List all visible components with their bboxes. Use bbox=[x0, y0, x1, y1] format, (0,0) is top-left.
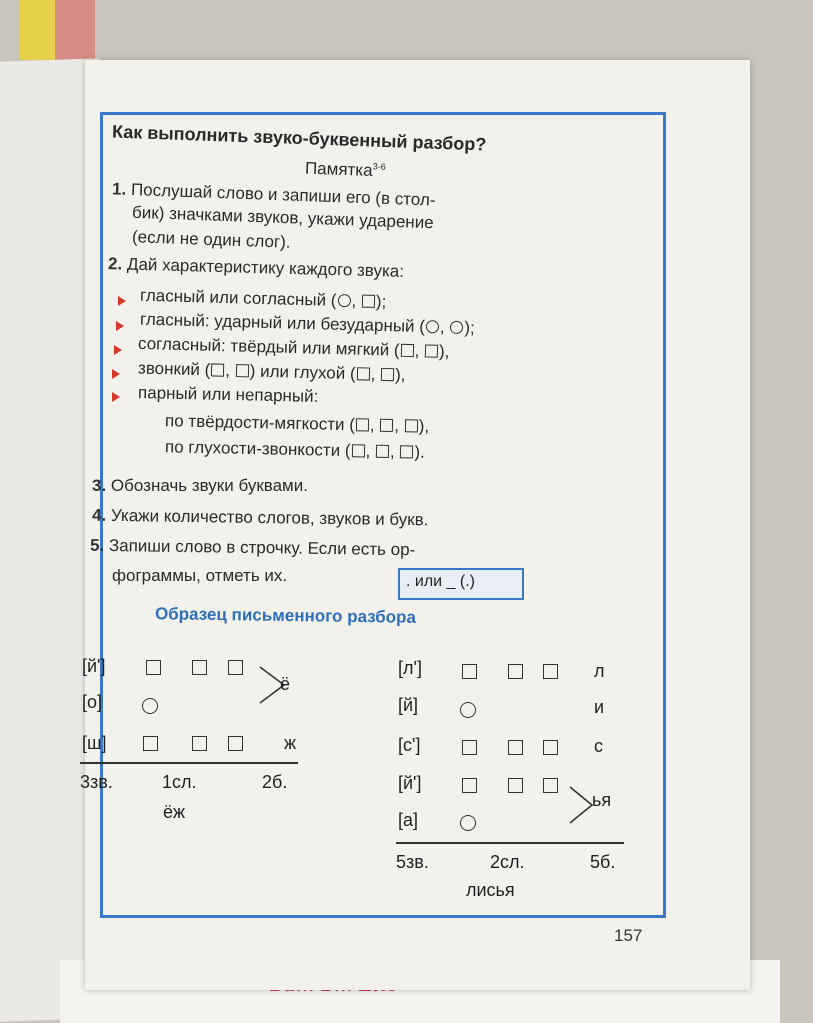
unpaired-icon bbox=[228, 660, 243, 675]
ex2-word: лисья bbox=[466, 880, 515, 900]
ex2-sound-5: [а] bbox=[398, 810, 419, 830]
ex2-letter-2: и bbox=[594, 697, 605, 717]
hard-paired-icon bbox=[192, 736, 207, 751]
stressed-vowel-icon bbox=[142, 698, 158, 714]
ex1-word: ёж bbox=[163, 802, 186, 822]
soft-paired-icon bbox=[508, 778, 523, 793]
soft-paired-icon bbox=[192, 660, 207, 675]
ex2-letters-total: 5б. bbox=[590, 852, 616, 872]
bullet-marker-icon bbox=[112, 369, 120, 379]
ex1-sounds-total: 3зв. bbox=[80, 772, 113, 792]
bullet-marker-icon bbox=[114, 345, 122, 355]
step-2: 2. Дай характеристику каждого звука: bbox=[107, 254, 405, 281]
soft-voiced-icon bbox=[462, 664, 477, 679]
ex2-divider bbox=[396, 842, 624, 844]
ex2-merged-letter: ья bbox=[592, 790, 612, 810]
bullet-4: звонкий ( , ) или глухой ( , ), bbox=[137, 358, 406, 385]
ex1-letter-3: ж bbox=[284, 733, 297, 753]
ex1-divider bbox=[80, 762, 298, 764]
hard-consonant-icon bbox=[143, 736, 158, 751]
ex1-sound-2: [о] bbox=[82, 692, 103, 712]
ex2-sounds-total: 5зв. bbox=[396, 852, 429, 872]
unpaired-icon bbox=[543, 778, 558, 793]
ex2-letter-3: с bbox=[594, 736, 603, 756]
ex1-sound-3: [ш] bbox=[82, 733, 107, 753]
page-title: Как выполнить звуко-буквенный разбор? bbox=[111, 121, 487, 155]
bullet-3: согласный: твёрдый или мягкий ( , ), bbox=[137, 333, 450, 362]
ex2-syllables-total: 2сл. bbox=[490, 852, 525, 872]
bullet-marker-icon bbox=[112, 392, 120, 402]
bullet-marker-icon bbox=[116, 321, 124, 331]
ex1-letters-total: 2б. bbox=[262, 772, 288, 792]
ex1-syllables-total: 1сл. bbox=[162, 772, 197, 792]
ex2-sound-4: [й'] bbox=[398, 773, 422, 793]
step-3: 3. Обозначь звуки буквами. bbox=[92, 476, 308, 495]
ex2-letter-1: л bbox=[594, 661, 605, 681]
orthogram-hint-box: . или _ (.) bbox=[398, 568, 524, 600]
bullet-marker-icon bbox=[118, 296, 126, 306]
ex1-merged-letter: ё bbox=[280, 674, 291, 694]
ex2-sound-2: [й] bbox=[398, 695, 419, 715]
voiced-paired-icon bbox=[228, 736, 243, 751]
ex2-sound-3: [с'] bbox=[398, 735, 421, 755]
page-number: 157 bbox=[614, 926, 643, 945]
subtitle: Памятка$^{3-6}$ bbox=[304, 158, 386, 180]
unpaired-icon bbox=[543, 664, 558, 679]
step-1: 1. Послушай слово и запиши его (в стол- bbox=[111, 179, 436, 210]
bullet-2: гласный: ударный или безударный ( , ); bbox=[139, 309, 476, 338]
sample-heading: Образец письменного разбора bbox=[154, 604, 417, 627]
soft-voiced-icon bbox=[462, 778, 477, 793]
soft-paired-icon bbox=[508, 664, 523, 679]
yellow-bookmark bbox=[20, 0, 55, 60]
stressed-vowel-icon bbox=[460, 702, 476, 718]
soft-voiced-icon bbox=[146, 660, 161, 675]
step-5: 5. Запиши слово в строчку. Если есть ор- bbox=[89, 535, 416, 560]
ex1-sound-1: [й'] bbox=[82, 656, 106, 676]
soft-paired-icon bbox=[508, 740, 523, 755]
ex2-sound-1: [л'] bbox=[398, 658, 422, 678]
bullet-1: гласный или согласный ( , ); bbox=[139, 285, 387, 312]
bullet-5: парный или непарный: bbox=[137, 383, 319, 406]
step-5-line-2: фограммы, отметь их. bbox=[112, 566, 288, 585]
step-1-line-2: бик) значками звуков, укажи ударение bbox=[131, 202, 435, 233]
unstressed-vowel-icon bbox=[460, 815, 476, 831]
step-4: 4. Укажи количество слогов, звуков и букв. bbox=[91, 505, 429, 530]
sub-bullet-2: по глухости-звонкости ( , , ). bbox=[164, 437, 426, 462]
soft-consonant-icon bbox=[462, 740, 477, 755]
step-1-line-3: (если не один слог). bbox=[131, 227, 291, 252]
sub-bullet-1: по твёрдости-мягкости ( , , ), bbox=[164, 411, 430, 436]
voiced-paired-icon bbox=[543, 740, 558, 755]
